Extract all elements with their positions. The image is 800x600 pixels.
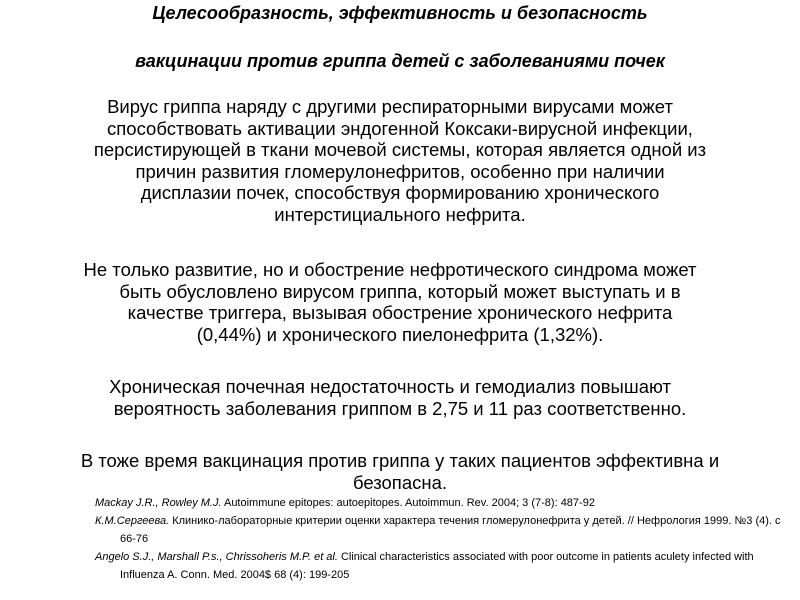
reference-text: Clinical characteristics associated with poor outcome in patients aculety infected with Influenza A. Conn. Med. 2004$ 68 (4): 199-205 [120,551,754,581]
text-line: Не только развитие, но и обострение нефротического синдрома может [83,259,697,280]
title-line-1: Целесообразность, эффективность и безопасность [152,3,648,23]
references-list [95,494,795,584]
reference-item [95,494,795,512]
paragraph-renal-failure [0,376,800,419]
text-line: В тоже время вакцинация против гриппа у таких пациентов эффективна и [80,450,720,471]
paragraph-vaccination-safe [0,450,800,493]
text-line: (0,44%) и хронического пиелонефрита (1,32%). [196,323,604,345]
reference-text: Клинико-лабораторные критерии оценки характера течения гломерулонефрита у детей. // Нефрология 1999. №3 (4). с 66-76 [120,515,781,545]
text-line: Хроническая почечная недостаточность и гемодиализ повышают [109,376,671,397]
text-line: безопасна. [352,471,448,493]
reference-authors: К.М.Сергеева. [95,515,170,527]
text-line: быть обусловлено вирусом гриппа, который может выступать и в [119,280,681,302]
text-line: вероятность заболевания гриппом в 2,75 и 11 раз соответственно. [113,397,687,419]
text-line: причин развития гломерулонефритов, особенно при наличии [135,160,665,182]
title-line-2: вакцинации против гриппа детей с заболеваниями почек [135,51,665,71]
reference-item [95,512,795,548]
text-line: персистирующей в ткани мочевой системы, которая является одной из [93,139,707,160]
reference-text: Autoimmune epitopes: autoepitopes. Autoimmun. Rev. 2004; 3 (7-8): 487-92 [221,497,595,509]
text-line: интерстициального нефрита. [274,203,526,225]
text-line: качестве триггера, вызывая обострение хронического нефрита [127,302,673,323]
text-line: способствовать активации эндогенной Коксаки-вирусной инфекции, [107,117,693,139]
paragraph-virus-activation [0,96,800,225]
reference-item [95,548,795,584]
reference-authors: Mackay J.R., Rowley M.J. [95,497,222,509]
text-line: Вирус гриппа наряду с другими респираторными вирусами может [107,96,673,117]
reference-authors: Angelo S.J., Marshall P.s., Chrissoheris M.P. et al. [95,551,338,563]
paragraph-nephrotic-syndrome [0,259,800,345]
text-line: дисплазии почек, способствуя формированию хронического [140,182,660,203]
